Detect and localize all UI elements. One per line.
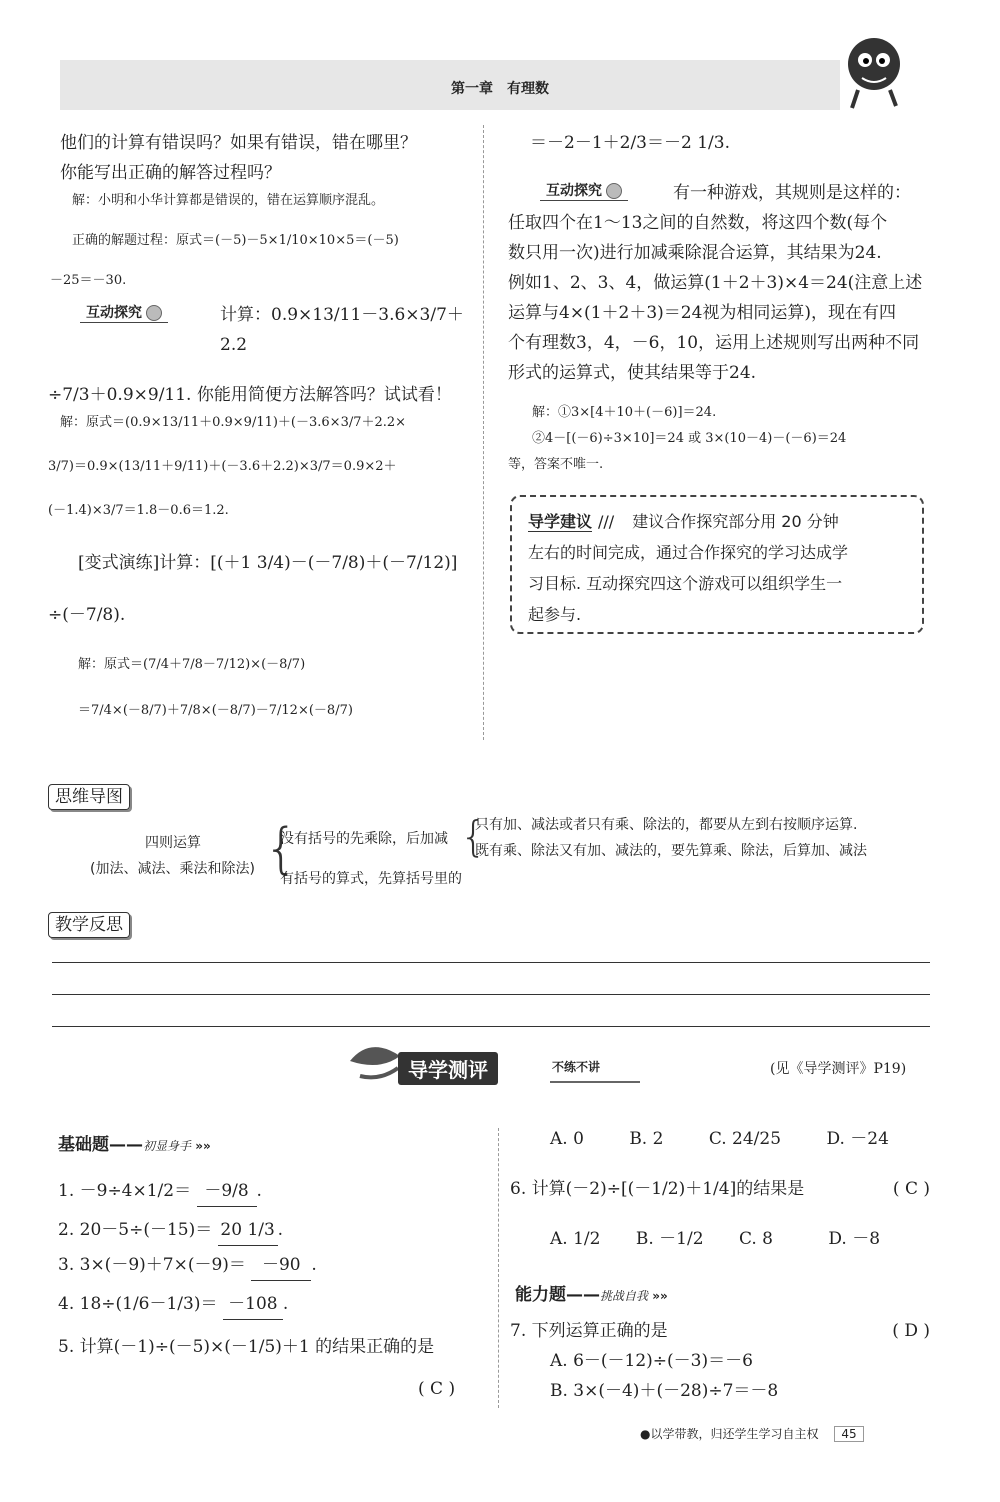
right-continuation: ＝－2－1＋2/3＝－2 1/3. <box>530 133 730 153</box>
basic-q1: 1. －9÷4×1/2＝ －9/8 . <box>58 1176 488 1207</box>
brace-1-icon: { <box>264 817 299 880</box>
page-number: 45 <box>834 1426 863 1442</box>
q6: 6. 计算(－2)÷[(－1/2)＋1/4]的结果是 ( C ) <box>510 1179 930 1199</box>
reflection-line-2 <box>52 994 930 995</box>
mindmap-branch-1a: 只有加、减法或者只有乘、除法的，都要从左到右按顺序运算. <box>475 817 858 833</box>
banner-subtitle: 不练不讲 <box>552 1060 601 1074</box>
basic-heading: 基础题——初显身手 »» <box>58 1135 211 1155</box>
basic-q3: 3. 3×(－9)＋7×(－9)＝ －90 . <box>58 1250 488 1281</box>
basic-q5-answer: ( C ) <box>418 1379 456 1399</box>
guide-label: 导学建议 <box>528 512 593 531</box>
solution-3: 解：原式＝(7/4＋7/8－7/12)×(－8/7) ＝7/4×(－8/7)＋7/8×(－8/7)－7/12×(－8/7) <box>78 657 353 718</box>
basic-q2: 2. 20－5÷(－15)＝ 20 1/3 . <box>58 1215 488 1246</box>
mascot-icon <box>838 28 910 114</box>
question-1: 他们的计算有错误吗？如果有错误，错在哪里？ 你能写出正确的解答过程吗？ <box>60 133 417 183</box>
mindmap-branch-1: 没有括号的先乘除，后加减 <box>280 831 448 847</box>
basic-q4: 4. 18÷(1/6－1/3)＝ －108 . <box>58 1289 488 1320</box>
reflection-line-1 <box>52 962 930 963</box>
mindmap-root: 四则运算 <box>145 835 201 851</box>
interactive-tag-2: 互动探究 <box>540 180 628 201</box>
column-divider-2 <box>498 1128 499 1408</box>
chapter-title: 第一章 有理数 <box>451 81 549 97</box>
reflection-tag: 教学反思 <box>48 910 130 935</box>
column-divider <box>483 125 484 740</box>
banner-title: 导学测评 <box>398 1052 498 1085</box>
q7: 7. 下列运算正确的是 ( D ) <box>510 1321 930 1341</box>
solution-1: 解：小明和小华计算都是错误的，错在运算顺序混乱。 正确的解题过程：原式＝(－5)－5×1/10×10×5＝(－5) －25＝－30. <box>50 193 399 288</box>
q7-options: A. 6－(－12)÷(－3)＝－6 B. 3×(－4)＋(－28)÷7＝－8 <box>550 1351 779 1401</box>
reflection-line-3 <box>52 1026 930 1027</box>
solution-2: 解：原式＝(0.9×13/11＋0.9×9/11)＋(－3.6×3/7＋2.2× 3/7)＝0.9×(13/11＋9/11)＋(－3.6＋2.2)×3/7＝0.9×2＋ (－1.4)×3/7＝1.8－0.6＝1.2. <box>48 415 407 518</box>
banner-reference: (见《导学测评》P19) <box>770 1061 907 1077</box>
interactive-tag-1: 互动探究 <box>80 302 168 323</box>
mindmap-tag: 思维导图 <box>48 782 130 807</box>
mindmap-branch-2: 有括号的算式，先算括号里的 <box>280 871 462 887</box>
question-2: 计算：0.9×13/11－3.6×3/7＋2.2 ÷7/3＋0.9×9/11. 你能用简便方法解答吗？试试看！ <box>48 305 464 405</box>
guide-suggestion-text: 导学建议 /// 建议合作探究部分用 20 分钟 左右的时间完成，通过合作探究的学习达成学 习目标. 互动探究四这个游戏可以组织学生一 起参与. <box>528 512 849 624</box>
ability-heading: 能力题——挑战自我 »» <box>515 1285 668 1305</box>
footer-motto: ●以学带教，归还学生学习自主权 45 <box>640 1425 864 1442</box>
basic-q5: 5. 计算(－1)÷(－5)×(－1/5)＋1 的结果正确的是 <box>58 1337 435 1357</box>
mindmap-branch-1b: 既有乘、除法又有加、减法的，要先算乘、除法，后算加、减法 <box>475 843 867 859</box>
brace-2-icon: { <box>460 812 487 861</box>
question-3: [变式演练]计算：[(＋1 3/4)－(－7/8)＋(－7/12)] ÷(－7/8). <box>48 553 458 625</box>
question-4: 有一种游戏，其规则是这样的： 任取四个在1～13之间的自然数，将这四个数(每个 数只用一次)进行加减乘除混合运算，其结果为24. 例如1、2、3、4，做运算(1＋2＋3)×4＝24(注意上述 运算与4×(1＋2＋3)＝24视为相同运算)，现在有四 个有理数3，4，－6，10，运用上述规则写出两种不同 形式的运算式，使其结果等于24. <box>508 183 923 383</box>
q5-options: A. 0 B. 2 C. 24/25 D. －24 <box>550 1129 889 1149</box>
mindmap-root-sub: (加法、减法、乘法和除法) <box>90 861 255 877</box>
q6-options: A. 1/2 B. －1/2 C. 8 D. －8 <box>550 1229 881 1249</box>
basic-questions <box>58 1176 488 1404</box>
solution-4: 解：①3×[4＋10＋(－6)]＝24. ②4－[(－6)÷3×10]＝24 或 3×(10－4)－(－6)＝24 等，答案不唯一. <box>508 405 847 472</box>
